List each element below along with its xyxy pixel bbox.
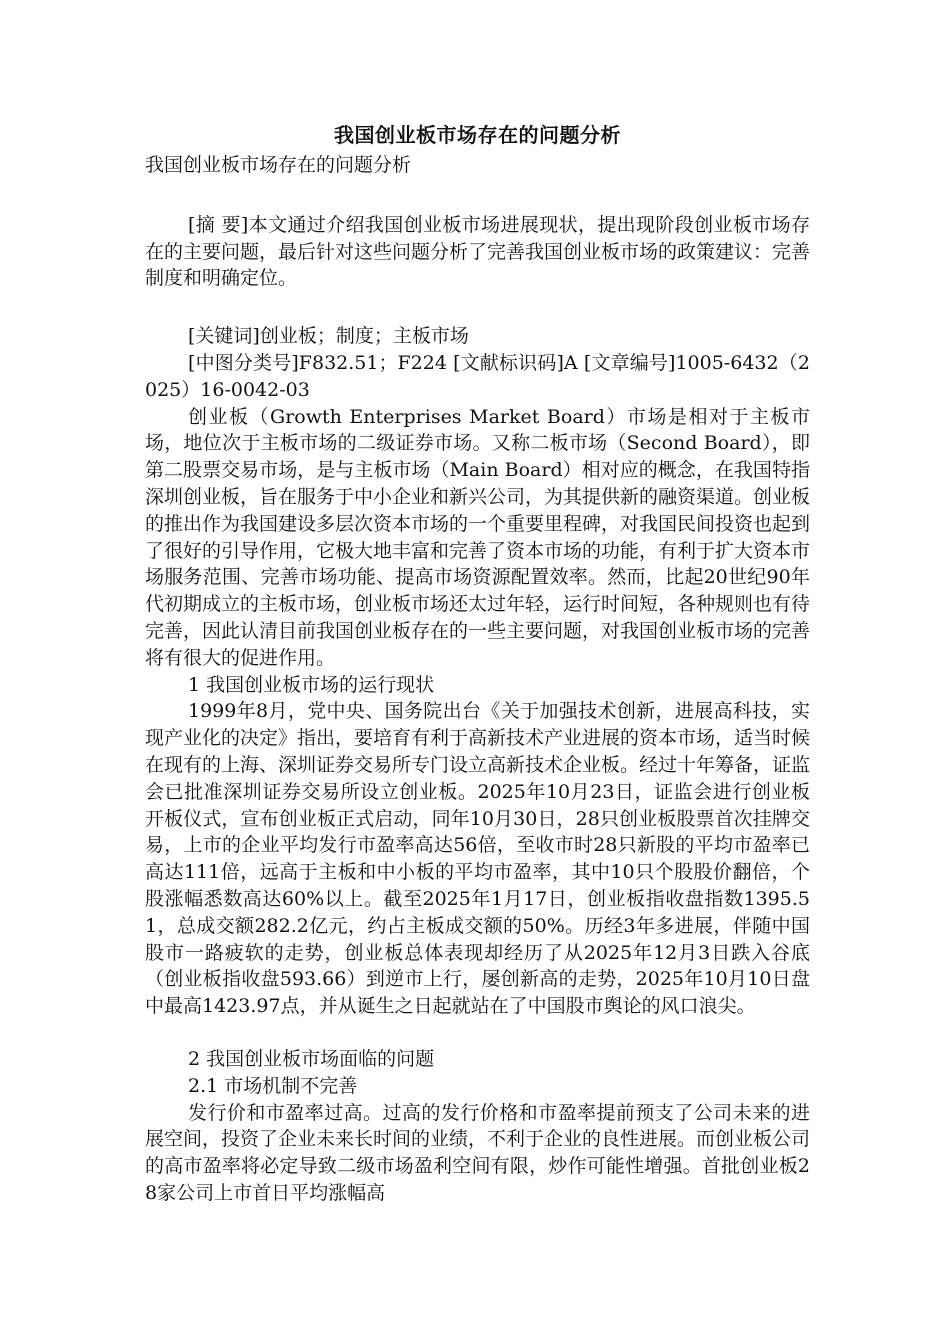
document-subtitle: 我国创业板市场存在的问题分析 — [145, 154, 412, 176]
section-2-1-paragraph: 发行价和市盈率过高。过高的发行价格和市盈率提前预支了公司未来的进展空间，投资了企业未来长时间的业绩，不利于企业的良性进展。而创业板公司的高市盈率将必定导致二级市场盈利空间有限，炒作可能性增强。首批创业板28家公司上市首日平均涨幅高 — [145, 1101, 811, 1204]
intro-paragraph: 创业板（Growth Enterprises Market Board）市场是相对于主板市场，地位次于主板市场的二级证券市场。又称二板市场（Second Board），即第二股票交易市场，是与主板市场（Main Board）相对应的概念，在我国特指深圳创业板，旨在服务于中小企业和新兴公司，为其提供新的融资渠道。创业板的推出作为我国建设多层次资本市场的一个重要里程碑，对我国民间投资也起到了很好的引导作用，它极大地丰富和完善了资本市场的功能，有利于扩大资本市场服务范围、完善市场功能、提高市场资源配置效率。然而，比起20世纪90年代初期成立的主板市场，创业板市场还太过年轻，运行时间短，各种规则也有待完善，因此认清目前我国创业板存在的一些主要问题，对我国创业板市场的完善将有很大的促进作用。 — [145, 405, 811, 669]
keywords: [关键词]创业板；制度；主板市场 — [188, 325, 469, 348]
classification: [中图分类号]F832.51；F224 [文献标识码]A [文章编号]1005-6432（2025）16-0042-03 — [145, 351, 810, 401]
spacer — [145, 1020, 810, 1042]
document-title: 我国创业板市场存在的问题分析 — [334, 123, 621, 147]
section-1-heading: 1 我国创业板市场的运行现状 — [188, 673, 435, 696]
spacer — [145, 292, 810, 319]
document-page — [145, 118, 810, 1207]
abstract: [摘 要]本文通过介绍我国创业板市场进展现状，提出现阶段创业板市场存在的主要问题，最后针对这些问题分析了完善我国创业板市场的政策建议：完善制度和明确定位。 — [145, 213, 811, 290]
spacer — [145, 179, 810, 206]
section-2-heading: 2 我国创业板市场面临的问题 — [188, 1047, 435, 1070]
section-1-paragraph: 1999年8月，党中央、国务院出台《关于加强技术创新，进展高科技，实现产业化的决定》指出，要培育有利于高新技术产业进展的资本市场，适当时候在现有的上海、深圳证券交易所专门设立高新技术企业板。经过十年筹备，证监会已批准深圳证券交易所设立创业板。2025年10月23日，证监会进行创业板开板仪式，宣布创业板正式启动，同年10月30日，28只创业板股票首次挂牌交易，上市的企业平均发行市盈率高达56倍，至收市时28只新股的平均市盈率已高达111倍，远高于主板和中小板的平均市盈率，其中10只个股股价翻倍，个股涨幅悉数高达60%以上。截至2025年1月17日，创业板指收盘指数1395.51，总成交额282.2亿元，约占主板成交额的50%。历经3年多进展，伴随中国股市一路疲软的走势，创业板总体表现却经历了从2025年12月3日跌入谷底（创业板指收盘593.66）到逆市上行，屡创新高的走势，2025年10月10日盘中最高1423.97点，并从诞生之日起就站在了中国股市舆论的风口浪尖。 — [145, 700, 811, 1018]
section-2-1-heading: 2.1 市场机制不完善 — [188, 1074, 358, 1097]
